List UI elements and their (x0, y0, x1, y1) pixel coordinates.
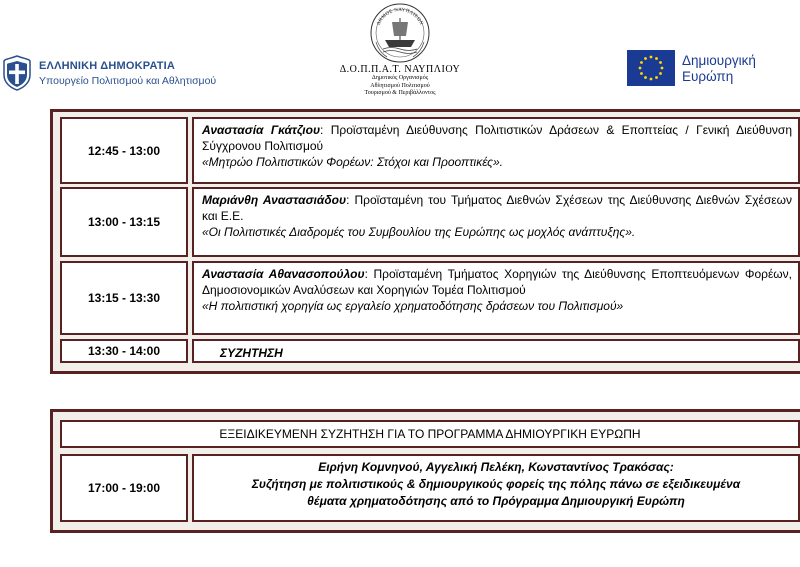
special-description-line-1: Συζήτηση με πολιτιστικούς & δημιουργικούς φορείς της πόλης πάνω σε εξειδικευμένα (251, 477, 741, 491)
speaker-name: Αναστασία Αθανασοπούλου (202, 267, 365, 281)
speaker-name: Αναστασία Γκάτζιου (202, 123, 321, 137)
session-description (192, 187, 800, 257)
eu-star-icon (655, 76, 658, 79)
speaker-role: : Προϊσταμένη Διεύθυνσης Πολιτιστικών Δράσεων & Εποπτείας / Γενική Διεύθυνση Σύγχρονου Πολιτισμού (202, 123, 792, 153)
eu-star-icon (639, 67, 642, 70)
speaker-name: Μαριάνθη Αναστασιάδου (202, 193, 347, 207)
gr-republic-title: ΕΛΛΗΝΙΚΗ ΔΗΜΟΚΡΑΤΙΑ (39, 60, 176, 72)
eu-star-icon (640, 72, 643, 75)
schedule-panel (50, 109, 800, 374)
discussion-label (192, 339, 800, 363)
special-session-title-text: ΕΞΕΙΔΙΚΕΥΜΕΝΗ ΣΥΖΗΤΗΣΗ ΓΙΑ ΤΟ ΠΡΟΓΡΑΜΜΑ ΔΗΜΙΟΥΡΓΙΚΗ ΕΥΡΩΠΗ (219, 427, 641, 441)
creative-europe-line-2: Ευρώπη (682, 69, 734, 84)
speaker-role: : Προϊσταμένη του Τμήματος Διεθνών Σχέσεων της Διεύθυνσης Διεθνών Σχέσεων και Ε.Ε. (202, 193, 793, 223)
talk-title: «Μητρώο Πολιτιστικών Φορέων: Στόχοι και Προοπτικές». (202, 155, 504, 169)
special-session-time (60, 454, 188, 522)
session-time (60, 117, 188, 184)
talk-title: «Οι Πολιτιστικές Διαδρομές του Συμβουλίου της Ευρώπης ως μοχλός ανάπτυξης». (202, 225, 636, 239)
session-time-text: 12:45 - 13:00 (87, 143, 161, 158)
dopp-nafplio-logo (335, 2, 465, 102)
eu-star-icon (650, 56, 653, 59)
session-time-text: 13:15 - 13:30 (87, 291, 161, 305)
gr-ministry-name: Υπουργείο Πολιτισμού και Αθλητισμού (39, 75, 217, 87)
eu-flag-icon (627, 50, 675, 86)
creative-europe-logo (627, 50, 797, 92)
special-session-panel (50, 409, 800, 533)
hellenic-republic-logo (2, 55, 242, 95)
talk-title: «Η πολιτιστική χορηγία ως εργαλείο χρηματοδότησης δράσεων του Πολιτισμού» (202, 299, 624, 313)
discussion-label-text: ΣΥΖΗΤΗΣΗ (220, 346, 283, 360)
eu-star-icon (640, 61, 643, 64)
eu-star-icon (644, 76, 647, 79)
dopp-sub-1: Δημοτικός Οργανισμός (371, 75, 429, 81)
special-speakers: Ειρήνη Κομνηνού, Αγγελική Πελέκη, Κωνσταντίνος Τρακόσας: (318, 460, 674, 474)
eu-star-icon (650, 78, 653, 81)
session-description (192, 261, 800, 335)
eu-star-icon (655, 57, 658, 60)
special-description-line-2: θέματα χρηματοδότησης από το Πρόγραμμα Δημιουργική Ευρώπη (307, 494, 685, 508)
session-time-text: 13:00 - 13:15 (87, 215, 161, 229)
ship-seal-icon (369, 2, 431, 64)
discussion-time (60, 339, 188, 363)
session-description (192, 117, 800, 184)
special-session-title (60, 420, 800, 448)
eu-star-icon (661, 67, 664, 70)
session-time (60, 261, 188, 335)
creative-europe-text (682, 53, 756, 85)
eu-star-icon (659, 72, 662, 75)
discussion-time-text: 13:30 - 14:00 (87, 344, 161, 358)
creative-europe-line-1: Δημιουργική (682, 53, 756, 68)
dopp-sub-3: Τουρισμού & Περιβάλλοντος (364, 90, 436, 96)
dopp-sub-2: Αθλητισμού Πολιτισμού (370, 82, 430, 89)
eu-star-icon (659, 61, 662, 64)
special-session-time-text: 17:00 - 19:00 (87, 481, 161, 495)
dopp-name: Δ.Ο.Π.Π.Α.Τ. ΝΑΥΠΛΙΟΥ (339, 64, 461, 75)
special-session-description (192, 454, 800, 522)
greek-coat-of-arms-icon (2, 55, 32, 91)
eu-star-icon (644, 57, 647, 60)
speaker-role: : Προϊσταμένη Τμήματος Χορηγιών της Διεύθυνσης Εποπτευόμενων Φορέων, Δημοσιονομικών Αναλύσεων και Χορηγιών Τομέα Πολιτισμού (202, 267, 792, 297)
seal-arc-text: ΔΗΜΟΣ ΝΑΥΠΛΙΕΩΝ (376, 7, 424, 27)
session-time (60, 187, 188, 257)
